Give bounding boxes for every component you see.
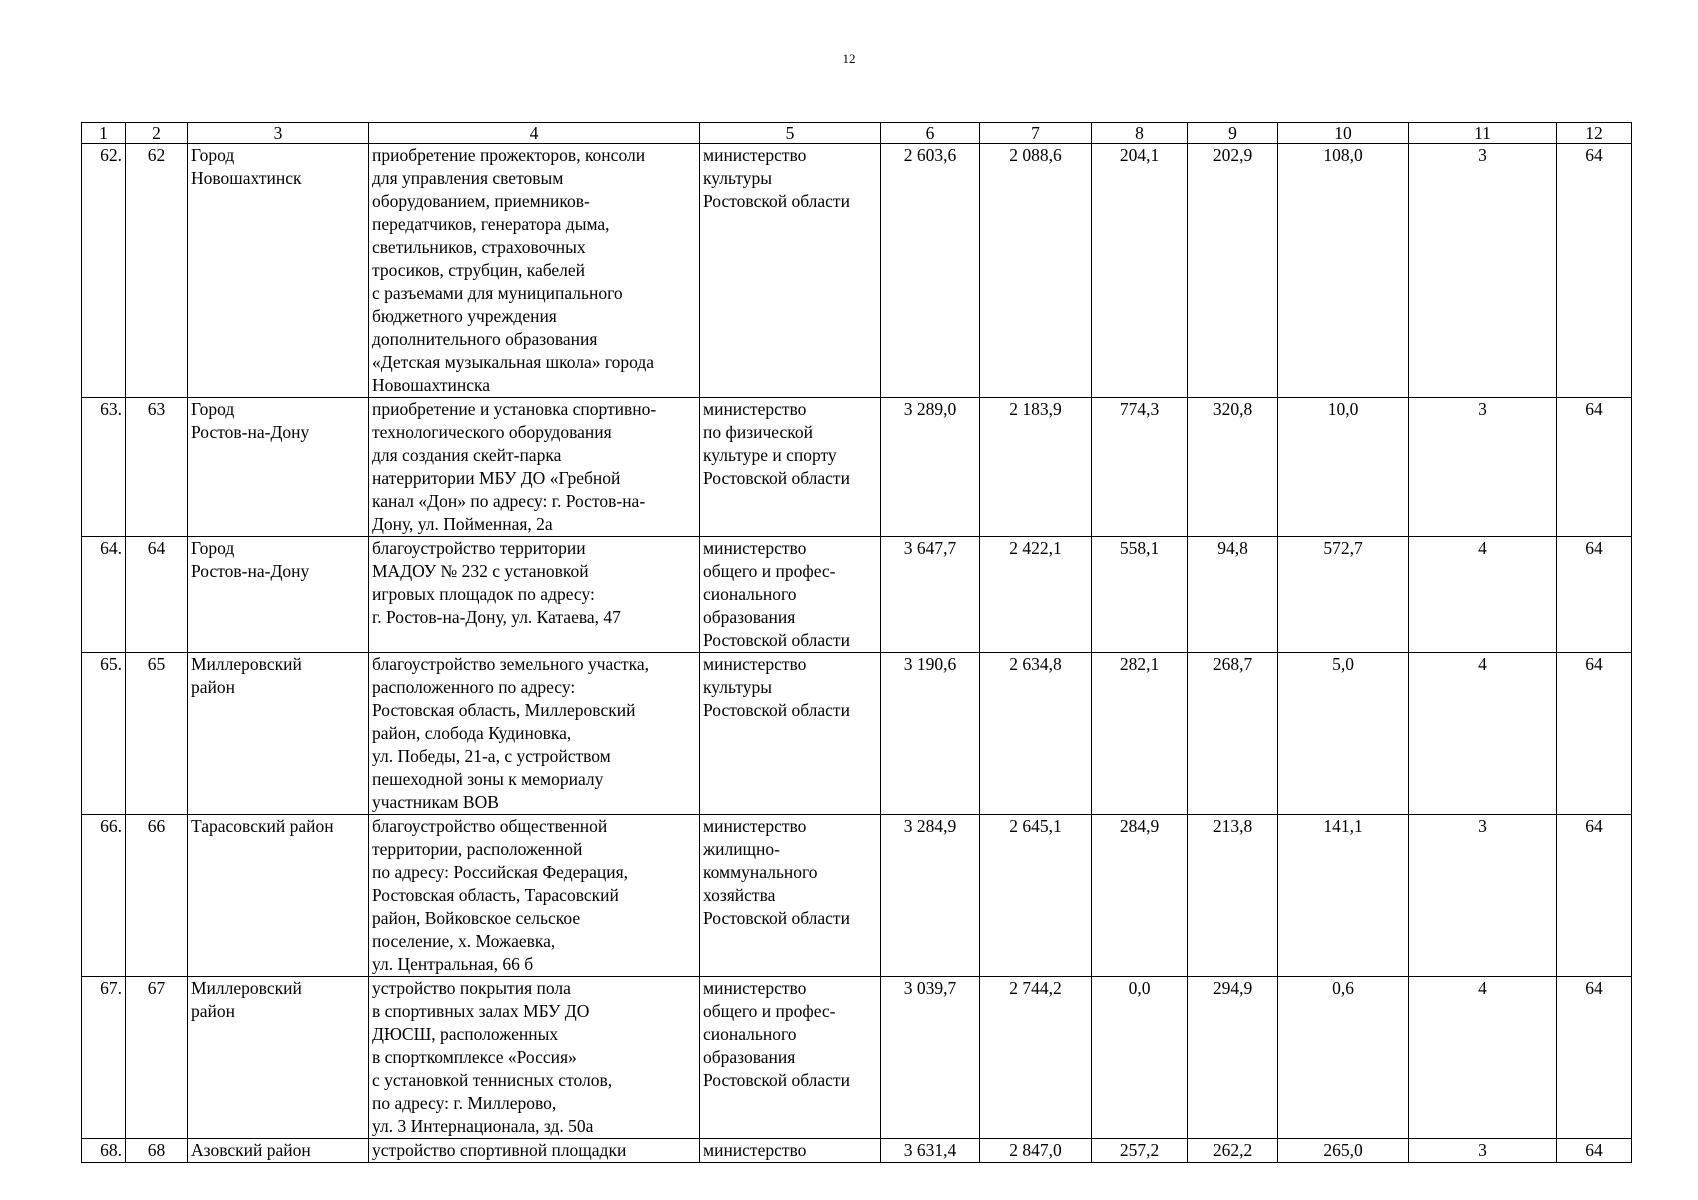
page-number: 12 [842, 51, 856, 66]
subsidy-table [81, 122, 1632, 1163]
municipality-cell: Город Новошахтинск [188, 144, 369, 398]
municipality-cell: Миллеровский район [188, 977, 369, 1139]
column-header: 5 [700, 123, 881, 144]
row-index-cell: 66 [126, 815, 188, 977]
ministry-cell: министерство по физической культуре и спорту Ростовской области [700, 398, 881, 537]
value-cell-11: 3 [1409, 144, 1557, 398]
value-cell-8: 558,1 [1092, 537, 1188, 653]
description-cell: приобретение и установка спортивно- технологического оборудования для создания скейт-парка натерритории МБУ ДО «Гребной канал «Дон» по адресу: г. Ростов-на- Дону, ул. Пойменная, 2а [369, 398, 700, 537]
value-cell-7: 2 645,1 [980, 815, 1092, 977]
value-cell-12: 64 [1557, 815, 1632, 977]
description-cell: приобретение прожекторов, консоли для управления световым оборудованием, приемников- передатчиков, генератора дыма, светильников, страховочных тросиков, струбцин, кабелей с разъемами для муниципального бюджетного учреждения дополнительного образования «Детская музыкальная школа» города Новошахтинска [369, 144, 700, 398]
value-cell-11: 3 [1409, 1139, 1557, 1163]
column-header: 11 [1409, 123, 1557, 144]
row-index-cell: 67 [126, 977, 188, 1139]
municipality-cell: Город Ростов-на-Дону [188, 398, 369, 537]
row-number-cell: 63. [82, 398, 126, 537]
value-cell-8: 257,2 [1092, 1139, 1188, 1163]
row-index-cell: 64 [126, 537, 188, 653]
table-row [82, 398, 1632, 537]
ministry-cell: министерство [700, 1139, 881, 1163]
municipality-cell: Миллеровский район [188, 653, 369, 815]
value-cell-9: 202,9 [1188, 144, 1278, 398]
row-index-cell: 68 [126, 1139, 188, 1163]
value-cell-6: 3 647,7 [881, 537, 980, 653]
municipality-cell: Город Ростов-на-Дону [188, 537, 369, 653]
value-cell-12: 64 [1557, 144, 1632, 398]
column-header: 7 [980, 123, 1092, 144]
value-cell-7: 2 422,1 [980, 537, 1092, 653]
value-cell-7: 2 744,2 [980, 977, 1092, 1139]
value-cell-9: 294,9 [1188, 977, 1278, 1139]
value-cell-10: 265,0 [1278, 1139, 1409, 1163]
value-cell-7: 2 088,6 [980, 144, 1092, 398]
municipality-cell: Азовский район [188, 1139, 369, 1163]
ministry-cell: министерство общего и профес- сионального образования Ростовской области [700, 977, 881, 1139]
row-index-cell: 63 [126, 398, 188, 537]
value-cell-7: 2 634,8 [980, 653, 1092, 815]
value-cell-8: 204,1 [1092, 144, 1188, 398]
description-cell: устройство спортивной площадки [369, 1139, 700, 1163]
column-header: 12 [1557, 123, 1632, 144]
value-cell-8: 282,1 [1092, 653, 1188, 815]
row-index-cell: 65 [126, 653, 188, 815]
value-cell-12: 64 [1557, 398, 1632, 537]
table-row [82, 815, 1632, 977]
row-number-cell: 62. [82, 144, 126, 398]
value-cell-7: 2 183,9 [980, 398, 1092, 537]
value-cell-6: 3 190,6 [881, 653, 980, 815]
row-number-cell: 66. [82, 815, 126, 977]
value-cell-6: 3 631,4 [881, 1139, 980, 1163]
ministry-cell: министерство жилищно- коммунального хозяйства Ростовской области [700, 815, 881, 977]
value-cell-11: 3 [1409, 398, 1557, 537]
value-cell-8: 0,0 [1092, 977, 1188, 1139]
value-cell-10: 0,6 [1278, 977, 1409, 1139]
ministry-cell: министерство культуры Ростовской области [700, 144, 881, 398]
ministry-cell: министерство культуры Ростовской области [700, 653, 881, 815]
value-cell-8: 284,9 [1092, 815, 1188, 977]
table-row [82, 653, 1632, 815]
value-cell-12: 64 [1557, 537, 1632, 653]
value-cell-9: 213,8 [1188, 815, 1278, 977]
value-cell-11: 4 [1409, 537, 1557, 653]
description-cell: благоустройство территории МАДОУ № 232 с установкой игровых площадок по адресу: г. Ростов-на-Дону, ул. Катаева, 47 [369, 537, 700, 653]
municipality-cell: Тарасовский район [188, 815, 369, 977]
value-cell-11: 3 [1409, 815, 1557, 977]
value-cell-10: 141,1 [1278, 815, 1409, 977]
value-cell-8: 774,3 [1092, 398, 1188, 537]
row-number-cell: 65. [82, 653, 126, 815]
column-header: 4 [369, 123, 700, 144]
value-cell-6: 3 289,0 [881, 398, 980, 537]
value-cell-12: 64 [1557, 977, 1632, 1139]
description-cell: благоустройство земельного участка, расположенного по адресу: Ростовская область, Миллеровский район, слобода Кудиновка, ул. Победы, 21-а, с устройством пешеходной зоны к мемориалу участникам ВОВ [369, 653, 700, 815]
value-cell-9: 268,7 [1188, 653, 1278, 815]
column-header: 3 [188, 123, 369, 144]
value-cell-12: 64 [1557, 653, 1632, 815]
row-number-cell: 68. [82, 1139, 126, 1163]
value-cell-6: 3 039,7 [881, 977, 980, 1139]
value-cell-7: 2 847,0 [980, 1139, 1092, 1163]
ministry-cell: министерство общего и профес- сионального образования Ростовской области [700, 537, 881, 653]
value-cell-10: 108,0 [1278, 144, 1409, 398]
column-header: 10 [1278, 123, 1409, 144]
value-cell-9: 320,8 [1188, 398, 1278, 537]
value-cell-9: 262,2 [1188, 1139, 1278, 1163]
value-cell-6: 2 603,6 [881, 144, 980, 398]
column-number-row [82, 123, 1632, 144]
value-cell-11: 4 [1409, 653, 1557, 815]
column-header: 1 [82, 123, 126, 144]
row-number-cell: 67. [82, 977, 126, 1139]
value-cell-10: 5,0 [1278, 653, 1409, 815]
value-cell-12: 64 [1557, 1139, 1632, 1163]
table-row [82, 537, 1632, 653]
description-cell: благоустройство общественной территории, расположенной по адресу: Российская Федерация, Ростовская область, Тарасовский район, Войковское сельское поселение, х. Можаевка, ул. Центральная, 66 б [369, 815, 700, 977]
table-row [82, 1139, 1632, 1163]
value-cell-6: 3 284,9 [881, 815, 980, 977]
description-cell: устройство покрытия пола в спортивных залах МБУ ДО ДЮСШ, расположенных в спорткомплексе «Россия» с установкой теннисных столов, по адресу: г. Миллерово, ул. 3 Интернационала, зд. 50а [369, 977, 700, 1139]
table-row [82, 977, 1632, 1139]
column-header: 9 [1188, 123, 1278, 144]
value-cell-10: 10,0 [1278, 398, 1409, 537]
row-index-cell: 62 [126, 144, 188, 398]
column-header: 6 [881, 123, 980, 144]
column-header: 8 [1092, 123, 1188, 144]
value-cell-10: 572,7 [1278, 537, 1409, 653]
value-cell-11: 4 [1409, 977, 1557, 1139]
row-number-cell: 64. [82, 537, 126, 653]
value-cell-9: 94,8 [1188, 537, 1278, 653]
column-header: 2 [126, 123, 188, 144]
table-row [82, 144, 1632, 398]
